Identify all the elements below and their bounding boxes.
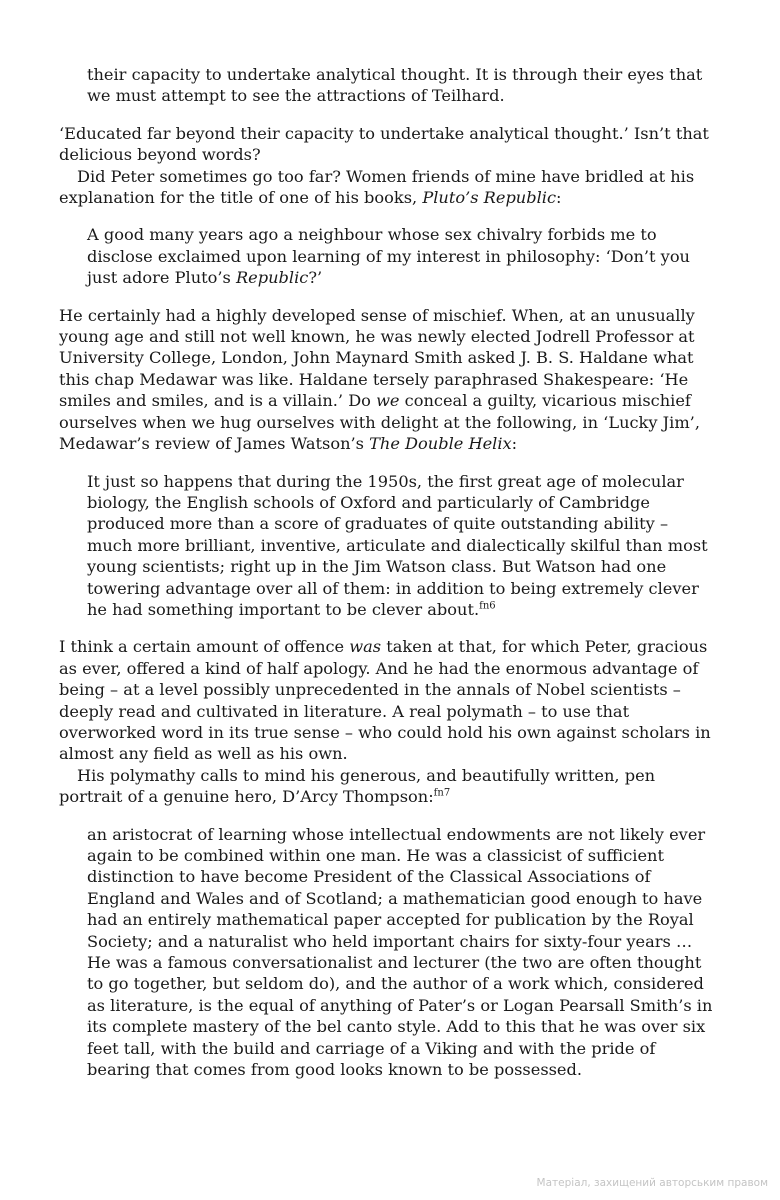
- italic-word: was: [349, 637, 382, 657]
- text-segment: I think a certain amount of offence: [59, 637, 350, 657]
- book-title-italic: The Double Helix: [369, 434, 512, 454]
- text-segment: ‘Educated far beyond their capacity to undertake analytical thought.’ Isn’t that delicious beyond words?: [59, 123, 709, 165]
- paragraph-mischief: [59, 305, 721, 455]
- text-segment: A good many years ago a neighbour whose sex chivalry forbids me to disclose exclaimed upon learning of my interest in philosophy: ‘Don’t you just adore Pluto’s: [87, 225, 690, 288]
- text-segment: It just so happens that during the 1950s, the first great age of molecular biology, the English schools of Oxford and particularly of Cambridge produced more than a score of graduates of quite outstanding ability – much more brilliant, inventive, articulate and dialectically skilful than most young scientists; right up in the Jim Watson class. But Watson had one towering advantage over all of them: in addition to being extremely clever he had something important to be clever about.: [87, 471, 708, 619]
- footnote-ref-fn6[interactable]: fn6: [479, 600, 496, 612]
- text-segment: ?’: [308, 268, 323, 288]
- text-segment: an aristocrat of learning whose intellectual endowments are not likely ever again to be combined within one man. He was a classicist of sufficient distinction to have become President of the Classical Associations of England and Wales and of Scotland; a mathematician good enough to have had an entirely mathematical paper accepted for publication by the Royal Society; and a naturalist who held important chairs for sixty-four years … He was a famous conversationalist and lecturer (the two are often thought to go together, but seldom do), and the author of a work which, considered as literature, is the equal of anything of Pater’s or Logan Pearsall Smith’s in its complete mastery of the bel canto style. Add to this that he was over six feet tall, with the build and carriage of a Viking and with the pride of bearing that comes from good looks known to be possessed.: [87, 824, 713, 1080]
- paragraph-polymathy: [59, 765, 721, 808]
- text-segment: His polymathy calls to mind his generous, and beautifully written, pen portrait of a genuine hero, D’Arcy Thompson:: [59, 765, 656, 807]
- paragraph-educated: [59, 123, 721, 166]
- italic-word: Republic: [235, 268, 309, 288]
- block-quote-watson: [59, 471, 721, 621]
- paragraph-offence: [59, 636, 721, 764]
- italic-word: we: [376, 391, 400, 411]
- page-body: [59, 64, 721, 1080]
- text-segment: Did Peter sometimes go too far? Women friends of mine have bridled at his explanation for the title of one of his books,: [59, 166, 695, 208]
- block-quote-teilhard: [59, 64, 721, 107]
- footnote-ref-fn7[interactable]: fn7: [433, 787, 451, 799]
- block-quote-darcy-thompson: [59, 824, 721, 1081]
- copyright-watermark: Матеріал, захищений авторським правом: [536, 1177, 768, 1189]
- text-segment: He certainly had a highly developed sense of mischief. When, at an unusually young age and still not well known, he was newly elected Jodrell Professor at University College, London, John Maynard Smith asked J. B. S. Haldane what this chap Medawar was like. Haldane tersely paraphrased Shakespeare: ‘He smiles and smiles, and is a villain.’ Do: [59, 305, 695, 411]
- text-segment: :: [511, 434, 518, 454]
- text-segment: their capacity to undertake analytical thought. It is through their eyes that we must attempt to see the attractions of Teilhard.: [87, 65, 703, 106]
- text-segment: taken at that, for which Peter, gracious as ever, offered a kind of half apology. And he had the enormous advantage of being – at a level possibly unprecedented in the annals of Nobel scientists – deeply read and cultivated in literature. A real polymath – to use that overworked word in its true sense – who could hold his own against scholars in almost any field as well as his own.: [59, 637, 711, 764]
- paragraph-pluto-intro: [59, 166, 721, 209]
- text-segment: :: [556, 188, 562, 208]
- text-segment: conceal a guilty, vicarious mischief ourselves when we hug ourselves with delight at the following, in ‘Lucky Jim’, Medawar’s review of James Watson’s: [59, 391, 700, 454]
- book-title-italic: Pluto’s Republic: [422, 188, 557, 208]
- block-quote-pluto: [59, 224, 721, 288]
